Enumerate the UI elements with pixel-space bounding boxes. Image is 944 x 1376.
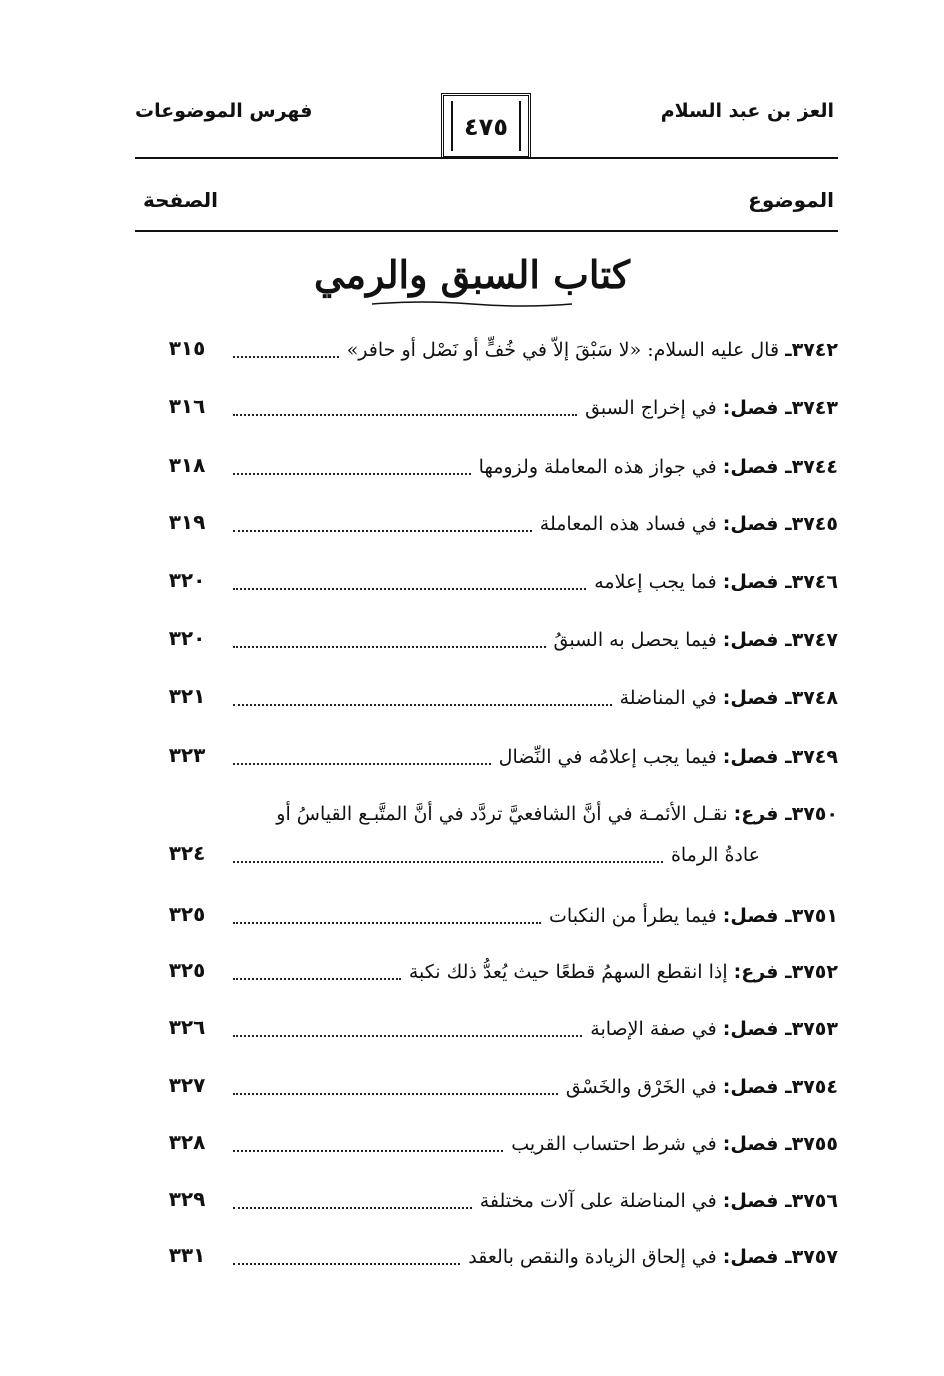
dot-leader	[233, 1263, 460, 1265]
toc-entry[interactable]	[135, 451, 838, 487]
toc-entry-kind: ـ فصل:	[722, 1246, 792, 1268]
dot-leader	[233, 473, 471, 475]
toc-entry[interactable]	[135, 956, 838, 992]
toc-entry-kind: ـ	[785, 339, 792, 361]
dot-leader	[233, 414, 577, 416]
toc-entry-number: ٣٧٥٣	[791, 1018, 838, 1040]
toc-entry-page: ٣٢٥	[168, 958, 206, 982]
toc-entry-text	[558, 1073, 838, 1101]
toc-entry-title-continued: عادةُ الرماة	[670, 844, 760, 866]
running-header-section: فهرس الموضوعات	[135, 100, 313, 122]
toc-entry-text	[577, 394, 838, 422]
toc-entry-title: في صفة الإصابة	[590, 1018, 717, 1040]
toc-entry-text	[471, 453, 838, 481]
toc-entry-number: ٣٧٤٤	[791, 456, 838, 478]
dot-leader	[233, 763, 491, 765]
toc-entry-number: ٣٧٥٠	[791, 803, 838, 825]
toc-entry-kind: ـ فصل:	[722, 397, 792, 419]
toc-entry-page: ٣١٨	[168, 453, 206, 477]
dot-leader	[233, 978, 401, 980]
toc-entry-kind: ـ فصل:	[722, 456, 792, 478]
toc-entry-title: فيما يجب إعلامُه في النِّضال	[498, 746, 717, 768]
toc-entry[interactable]	[135, 1071, 838, 1107]
toc-entry-text	[586, 568, 838, 596]
toc-entry-page: ٣٣١	[168, 1243, 206, 1267]
toc-entry-kind: ـ فصل:	[722, 571, 792, 593]
toc-entry-title: في الخَرْق والخَسْق	[565, 1076, 717, 1098]
toc-entry-kind: ـ فصل:	[722, 1133, 792, 1155]
toc-entry-title: في فساد هذه المعاملة	[539, 513, 717, 535]
toc-entry[interactable]	[135, 1241, 838, 1277]
toc-entry-kind: ـ فصل:	[722, 629, 792, 651]
title-flourish-ornament	[370, 300, 574, 308]
toc-entry-page: ٣٢٠	[168, 568, 206, 592]
toc-entry-page: ٣٢٦	[168, 1015, 206, 1039]
toc-entry-number: ٣٧٥٤	[791, 1076, 838, 1098]
toc-entry[interactable]	[135, 1185, 838, 1221]
toc-entry-title: في المناضلة	[619, 687, 717, 709]
toc-entry-number: ٣٧٥٦	[791, 1190, 838, 1212]
toc-entry-title: في جواز هذه المعاملة ولزومها	[478, 456, 717, 478]
dot-leader	[233, 1150, 503, 1152]
toc-entry-number: ٣٧٤٨	[791, 687, 838, 709]
toc-entry-page: ٣٢٣	[168, 743, 206, 767]
toc-entry-title: في شرط احتساب القريب	[511, 1133, 717, 1155]
toc-entry[interactable]	[135, 741, 838, 777]
book-title: كتاب السبق والرمي	[313, 252, 631, 297]
toc-entry-title: فيما يطرأ من النكبات	[549, 905, 717, 927]
toc-entry-kind: ـ فصل:	[722, 905, 792, 927]
toc-entry-page: ٣٢١	[168, 684, 206, 708]
toc-entry-number: ٣٧٥١	[791, 905, 838, 927]
dot-leader	[233, 861, 663, 863]
toc-entry-page: ٣٢٤	[168, 841, 206, 865]
toc-entry[interactable]	[135, 799, 838, 879]
toc-entry-kind: ـ فصل:	[722, 1076, 792, 1098]
toc-entry-text	[276, 799, 838, 829]
toc-entry[interactable]	[135, 682, 838, 718]
toc-entry-text	[612, 684, 838, 712]
column-heading-subject: الموضوع	[748, 188, 834, 212]
toc-entry-page: ٣١٩	[168, 510, 206, 534]
toc-entry-number: ٣٧٥٥	[791, 1133, 838, 1155]
toc-entry[interactable]	[135, 334, 838, 370]
toc-entry-text	[503, 1130, 838, 1158]
toc-entry-title: نقـل الأئمـة في أنَّ الشافعيَّ تردَّد في أنَّ المتَّبـع القياسُ أو	[276, 803, 728, 825]
toc-entry-text	[460, 1243, 838, 1271]
toc-entry-page: ٣٢٠	[168, 626, 206, 650]
toc-entry-title: في إخراج السبق	[585, 397, 717, 419]
toc-entry-page: ٣١٥	[168, 336, 206, 360]
toc-entry-kind: ـ فرع:	[733, 803, 792, 825]
dot-leader	[233, 922, 541, 924]
toc-entry[interactable]	[135, 1128, 838, 1164]
toc-entry-title: إذا انقطع السهمُ قطعًا حيث يُعدُّ ذلك نكبة	[408, 961, 728, 983]
toc-entry-text	[339, 336, 838, 364]
dot-leader	[233, 1035, 582, 1037]
toc-entry-number: ٣٧٥٧	[791, 1246, 838, 1268]
toc-entry-kind: ـ فرع:	[733, 961, 792, 983]
page-number-frame	[441, 93, 531, 159]
toc-entry[interactable]	[135, 900, 838, 936]
toc-entry-kind: ـ فصل:	[722, 1190, 792, 1212]
toc-entry-text	[582, 1015, 838, 1043]
running-header-author: العز بن عبد السلام	[660, 100, 834, 122]
toc-entry[interactable]	[135, 508, 838, 544]
header-rule	[135, 157, 838, 159]
toc-entry[interactable]	[135, 624, 838, 660]
toc-entry[interactable]	[135, 566, 838, 602]
toc-entry-number: ٣٧٤٣	[791, 397, 838, 419]
toc-entry-page: ٣٢٨	[168, 1130, 206, 1154]
dot-leader	[233, 704, 612, 706]
column-heading-rule	[135, 230, 838, 232]
dot-leader	[233, 646, 546, 648]
toc-entry-kind: ـ فصل:	[722, 746, 792, 768]
page-number: ٤٧٥	[464, 113, 508, 141]
toc-entry-page: ٣٢٥	[168, 902, 206, 926]
toc-entry-text	[401, 958, 838, 986]
toc-entry-text	[546, 626, 838, 654]
dot-leader	[233, 356, 339, 358]
column-heading-page: الصفحة	[143, 188, 219, 212]
toc-entry-text	[532, 510, 838, 538]
toc-entry-page: ٣٢٧	[168, 1073, 206, 1097]
toc-entry-number: ٣٧٤٩	[791, 746, 838, 768]
toc-entry-text	[491, 743, 838, 771]
toc-entry-text	[472, 1187, 838, 1215]
toc-entry-page: ٣١٦	[168, 394, 206, 418]
toc-entry-title: فيما يحصل به السبقُ	[553, 629, 717, 651]
toc-entry-number: ٣٧٤٦	[791, 571, 838, 593]
dot-leader	[233, 530, 532, 532]
dot-leader	[233, 1093, 558, 1095]
toc-entry-title: قال عليه السلام: «لا سَبْقَ إلاّ في خُفٍّ أو نَصْل أو حافر»	[346, 339, 780, 361]
toc-entry-title: فما يجب إعلامه	[594, 571, 717, 593]
dot-leader	[233, 1207, 472, 1209]
toc-entry-number: ٣٧٥٢	[791, 961, 838, 983]
toc-entry-number: ٣٧٤٢	[791, 339, 838, 361]
toc-entry-kind: ـ فصل:	[722, 513, 792, 535]
toc-entry-title: في المناضلة على آلات مختلفة	[479, 1190, 717, 1212]
dot-leader	[233, 588, 586, 590]
toc-entry-title: في إلحاق الزيادة والنقص بالعقد	[468, 1246, 717, 1268]
toc-entry-kind: ـ فصل:	[722, 1018, 792, 1040]
toc-entry-page: ٣٢٩	[168, 1187, 206, 1211]
toc-entry[interactable]	[135, 392, 838, 428]
toc-entry-text	[541, 902, 838, 930]
toc-entry-number: ٣٧٤٥	[791, 513, 838, 535]
toc-entry[interactable]	[135, 1013, 838, 1049]
toc-entry-kind: ـ فصل:	[722, 687, 792, 709]
toc-entry-number: ٣٧٤٧	[791, 629, 838, 651]
